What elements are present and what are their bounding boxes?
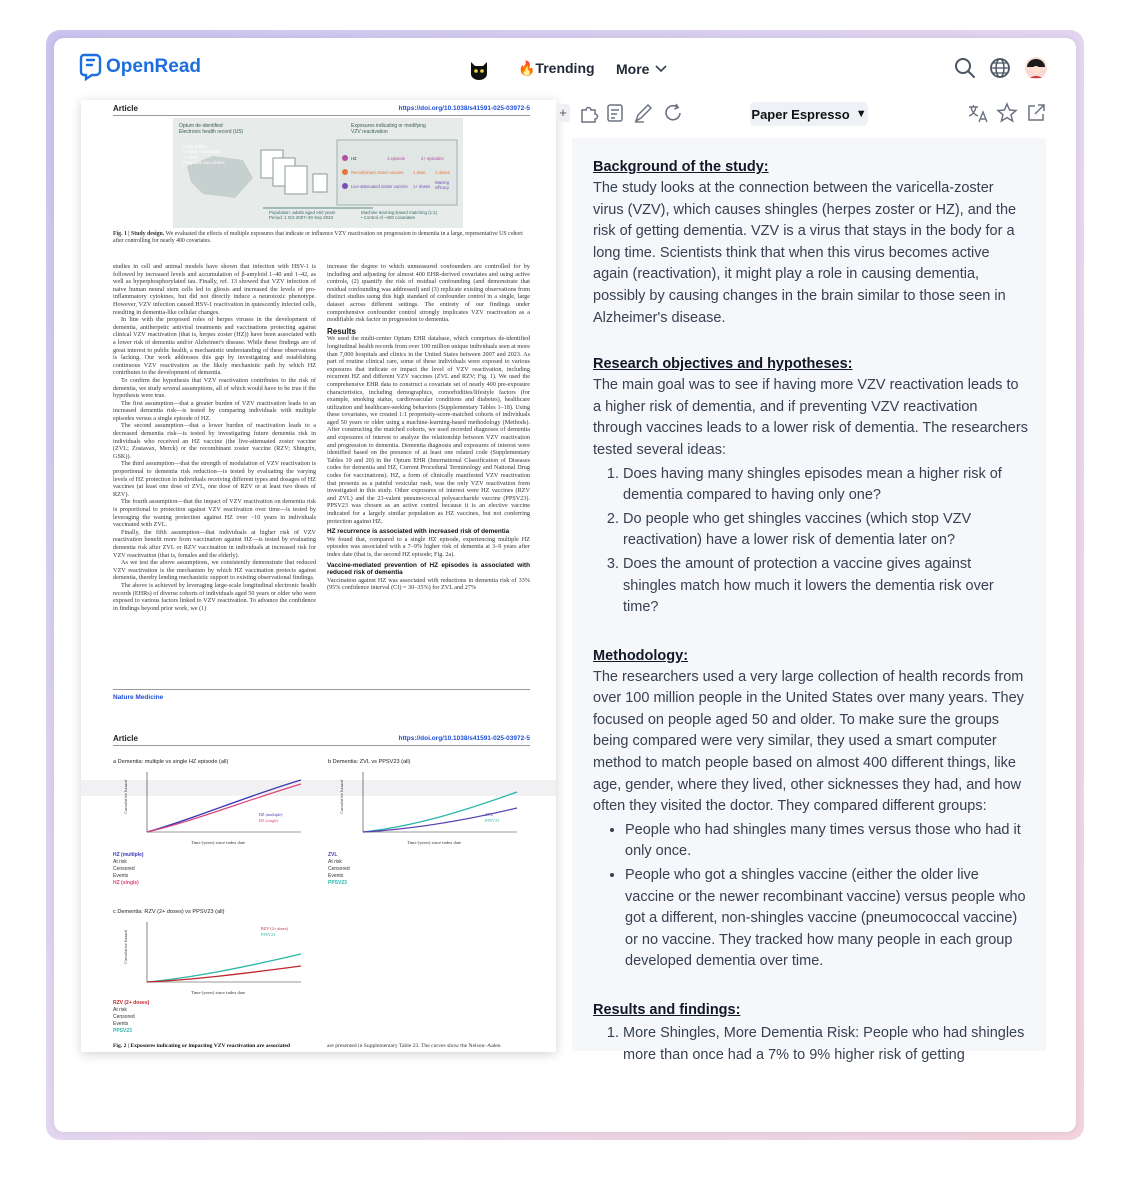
write-icon[interactable] xyxy=(632,102,654,124)
summary-style-dropdown[interactable] xyxy=(750,102,868,126)
fig1-caption-bold: Fig. 1 | Study design. xyxy=(113,231,165,237)
risk-events: Events xyxy=(113,873,129,879)
panel-a-plot xyxy=(121,770,311,848)
fig1-matching: Machine learning-based matching (1:1) • Control of ~400 covariates xyxy=(361,210,438,221)
translate-icon[interactable] xyxy=(967,102,989,124)
page1-col1-paragraph: Finally, the fifth assumption—that individuals at higher risk of VZV reactivation benefit more from vaccination against HZ—is tested by evaluating dementia risk after ZVL or RZV vaccination in individuals at increased risk for VZV reactivation (that is, females and the elderly). xyxy=(113,528,316,559)
list-item: 1. Does having many shingles episodes mean a higher risk of dementia compared to having only one? xyxy=(623,464,1028,507)
vaccine-prevention-heading: Vaccine-mediated prevention of HZ episodes is associated with reduced risk of dementia xyxy=(327,561,530,577)
nav-more-label: More xyxy=(616,61,650,77)
search-icon[interactable] xyxy=(953,56,977,80)
journal-name: Nature Medicine xyxy=(113,694,164,701)
risk-censored: Censored xyxy=(113,866,135,872)
chevron-down-icon xyxy=(655,65,667,73)
notes-icon[interactable] xyxy=(605,102,627,124)
external-link-icon[interactable] xyxy=(1025,102,1047,124)
methodology-heading: Methodology: xyxy=(593,647,689,664)
summary-panel[interactable] xyxy=(572,138,1046,1063)
panel-a-ylabel: Cumulative hazard xyxy=(123,779,128,814)
results-heading: Results and findings: xyxy=(593,1002,741,1018)
list-item: 1. More Shingles, More Dementia Risk: People who had shingles more than once had a 7% to 9% higher risk of getting xyxy=(623,1023,1028,1066)
methodology-list xyxy=(593,820,1028,973)
page2-article-label: Article xyxy=(113,734,138,743)
panel-a-title: a Dementia: multiple vs single HZ episode (all) xyxy=(113,759,229,765)
page1-col1-paragraph: The above is achieved by leveraging large-scale longitudinal electronic health records (EHRs) of diverse cohorts of individuals aged 50 years or older who were exposed to various factors linked to VZV reactivation. To advance the confidence in findings beyond prior work, we (1) xyxy=(113,581,316,612)
panel-b-legend-ppsv23: PPSV23 xyxy=(485,818,500,823)
page1-col2-paragraph: increase the degree to which unmeasured confounders are controlled for by including and adjusting for almost 400 EHR-derived covariates and using active controls, (2) quantify the risk of residual confounding (and demonstrate that residual confounding was addressed) and (3) replicate existing observations from distinct studies using this high standard of confounder control in a single, large dataset across different settings. The entirety of our findings under comprehensive confounder control strongly implicates VZV reactivation as a modifiable risk factor in progression to dementia. xyxy=(327,263,530,324)
app-window xyxy=(54,38,1076,1132)
panel-c-risk-table xyxy=(113,1000,149,1035)
panel-a-xlabel: Time (years) since index date xyxy=(191,840,246,845)
risk-c2-label: PPSV23 xyxy=(113,1028,132,1034)
results-heading: Results xyxy=(327,326,356,336)
list-item: 2. Do people who get shingles vaccines (which stop VZV reactivation) have a lower risk of dementia later on? xyxy=(623,509,1028,552)
panel-b-xlabel: Time (years) since index date xyxy=(407,840,462,845)
reader-toolbar xyxy=(554,102,694,128)
panel-c-axes xyxy=(147,922,301,982)
page1-col2-paragraph: We found that, compared to a single HZ episode, experiencing multiple HZ episodes was associated with a 7–9% higher risk of dementia at 3–9 years after index date (that is, the second HZ episode; Fig. 2a). xyxy=(327,535,530,558)
app-logo[interactable] xyxy=(80,53,201,81)
methodology-text: The researchers used a very large collection of health records from over 100 million people in the United States over many years. They focused on people aged 50 and older. To make sure the groups being compared were very similar, they used a smart computer method to match people based on almost 400 different things, like age, gender, where they lived, other sicknesses they had, and how often they visited the doctor. They compared different groups: xyxy=(593,668,1024,815)
panel-c-title: c Dementia: RZV (2+ doses) vs PPSV23 (all) xyxy=(113,909,225,915)
openread-logo-icon xyxy=(80,53,102,81)
user-avatar-icon[interactable] xyxy=(1024,56,1048,80)
fig1-doses1: 1+ doses xyxy=(413,184,431,189)
page1-col1-paragraph: To confirm the hypothesis that VZV reactivation contributes to the risk of dementia, we study several assumptions, all of which would have to be true if the hypothesis were true. xyxy=(113,376,316,400)
page1-column-left xyxy=(113,263,316,683)
objectives-text: The main goal was to see if having more VZV reactivation leads to a higher risk of dementia, and if preventing VZV reactivation through vaccines leads to a lower risk of dementia. The researchers tested several ideas: xyxy=(593,377,1028,458)
panel-b-title: b Dementia: ZVL vs PPSV23 (all) xyxy=(328,759,411,765)
hz-recurrence-heading: HZ recurrence is associated with increased risk of dementia xyxy=(327,528,510,536)
fig1-clipboard xyxy=(313,174,327,192)
page1-col1-paragraph: studies in cell and animal models have shown that infection with HSV-1 is followed by increased levels and accumulation of β-amyloid 1–40 and 1–42, as well as hyperphosphorylated tau. Finally, ref. 13 showed that VZV infection of naive human neural stem cells led to gliosis and increased the levels of pro-inflammatory cytokines, but did not directly induce a neurotoxic phenotype. However, VZV infection caused HSV-1 reactivation in quiescently infected cells, resulting in dementia-like cellular changes. xyxy=(113,263,316,316)
panel-a-risk-table xyxy=(113,852,144,887)
panel-c-legend-ppsv23: PPSV23 xyxy=(261,932,276,937)
summary-content xyxy=(593,156,1028,1068)
risk-b2-label: PPSV23 xyxy=(328,880,347,886)
fig1-episode1: 1 episode xyxy=(387,156,406,161)
page2-header-rule xyxy=(113,745,530,746)
app-name: OpenRead xyxy=(106,56,202,77)
panel-c-xlabel: Time (years) since index date xyxy=(191,990,246,995)
risk-c1-label: RZV (2+ doses) xyxy=(113,1000,150,1006)
fig1-record-3 xyxy=(285,166,307,194)
page1-col2-paragraph: Vaccination against HZ was associated with reductions in dementia risk of 33% (95% confidence interval (CI) = 30–35%) for ZVL and 27% xyxy=(327,576,530,592)
fig1-stats: >100 million Unique individuals >7,000 Hospitals and clinics xyxy=(183,144,225,166)
risk-censored: Censored xyxy=(328,866,350,872)
panel-b-risk-table xyxy=(328,852,350,887)
fig2-caption: Fig. 2 | Exposures indicating or impacting VZV reactivation are associated xyxy=(113,1043,290,1049)
fig1-study-design xyxy=(173,118,463,228)
panel-c-plot xyxy=(121,920,311,998)
fig2-caption-right: are presented in Supplementary Table 23. The curves show the Nelson–Aalen xyxy=(327,1043,501,1049)
page2-doi-link[interactable]: https://doi.org/10.1038/s41591-025-03972-5 xyxy=(398,735,530,742)
fig1-dot-rzv xyxy=(342,169,348,175)
panel-a-axes xyxy=(147,772,301,832)
list-item: • People who got a shingles vaccine (either the older live vaccine or the newer recombinant vaccine) versus people who got a different, non-shingles vaccine (pneumococcal vaccine) or no vaccine. They tracked how many people in each group developed dementia over time. xyxy=(625,865,1028,973)
fig1-dot-hz xyxy=(342,155,348,161)
summary-style-label: Paper Espresso xyxy=(751,106,850,122)
panel-b-plot xyxy=(337,770,527,848)
nav-more[interactable] xyxy=(616,61,667,77)
panel-c-ylabel: Cumulative hazard xyxy=(123,929,128,964)
fig1-dose1: 1 dose xyxy=(413,170,426,175)
panel-b-legend-zvl: ZVL xyxy=(485,812,494,817)
panel-c-legend-rzv: RZV (2+ doses) xyxy=(261,926,288,931)
risk-at-risk: At risk xyxy=(328,859,342,865)
fig1-dose2: 2 doses xyxy=(435,170,450,175)
page1-col2-paragraph: We used the multi-center Optum EHR database, which comprises de-identified longitudinal health records from over 100 million unique individuals seen at more than 7,000 hospitals and clinics in the United States between 2007 and 2023. As part of routine clinical care, some of these individuals were exposed to various exposures that indicate or impact the level of VZV reactivation, including recurrent HZ and different VZV vaccines (ZVL and RZV; Fig. 1). We used the comprehensive EHR data to construct a covariate set of nearly 400 pre-exposure characteristics, including demographics, comorbidities/lifestyle factors (for example, smoking status, cardiovascular conditions and diabetes), healthcare utilization and healthcare-seeking behaviors (Supplementary Tables 1–18). Using these covariates, we created 1:1 propensity-score-matched cohorts of individuals aged 50 years or older using a machine-learning-based methodology (Methods). After constructing the matched cohorts, we used recorded diagnoses of dementia and exposures of interest to analyze the relationship between VZV reactivation and progression to dementia. Dementia diagnosis and exposures of interest were identified based on the presence of at least one related code (Supplementary Tables 19 and 20) in the Optum EHR (International Classification of Diseases codes for dementia and HZ, Current Procedural Terminology and National Drug codes for vaccinations). HZ, a form of clinically manifested VZV reactivation that presents as a painful vesicular rash, was the only VZV reactivation form investigated in this study. Other exposures of interest were HZ vaccines (RZV and ZVL) and the 23-valent pneumococcal polysaccharide vaccine (PPSV23). PPSV23 was chosen as an active control because it is an elective vaccine indicated for a largely similar population as HZ vaccines, but not conferring protection against HZ. xyxy=(327,335,530,525)
risk-events: Events xyxy=(113,1021,129,1027)
panel-b-ylabel: Cumulative hazard xyxy=(339,779,344,814)
risk-a2-label: HZ (single) xyxy=(113,880,139,886)
page1-footer-rule xyxy=(113,689,530,690)
page1-col1-paragraph: In line with the proposed roles of herpes viruses in the development of dementia, antiherpetic antiviral treatments and vaccinations protecting against clinical VZV reactivation (that is, herpes zoster (HZ)) have been associated with a lower risk of dementia and/or Alzheimer's disease. While these findings are of great interest to public health, a mechanistic understanding of these observations is lacking. Our work addresses this gap by investigating and establishing continuous VZV reactivation as the likely mechanistic path by which HZ contributes to the development of dementia. xyxy=(113,316,316,377)
star-icon[interactable] xyxy=(996,102,1018,124)
risk-events: Events xyxy=(328,873,344,879)
page1-doi-link[interactable]: https://doi.org/10.1038/s41591-025-03972-5 xyxy=(398,105,530,112)
fig1-caption xyxy=(113,231,528,245)
panel-b-series-ppsv23 xyxy=(363,792,517,832)
page1-column-right xyxy=(327,263,530,683)
risk-censored: Censored xyxy=(113,1014,135,1020)
fig1-zvl-label: Live-attenuated zoster vaccine xyxy=(351,184,408,189)
fig1-waning: Waning efficacy xyxy=(435,180,450,190)
page1-col1-paragraph: The first assumption—that a greater burden of VZV reactivation leads to an increased dementia risk—is tested by comparing individuals with multiple episodes versus a single episode of HZ. xyxy=(113,399,316,422)
page1-header-rule xyxy=(113,115,530,116)
dropdown-arrow-icon: ▼ xyxy=(855,108,867,120)
risk-a1-label: HZ (multiple) xyxy=(113,852,144,858)
page1-col1-paragraph: The second assumption—that a lower burden of reactivation leads to a decreased dementia risk—is tested by investigating future dementia risk in individuals who received an HZ vaccine (the live-attenuated zoster vaccine (ZVL; Zostavax, Merck) or the recombinant zoster vaccine (RZV; Shingrix, GSK)). xyxy=(113,422,316,460)
page1-col1-paragraph: The third assumption—that the strength of modulation of VZV reactivation is proportional to dementia risk reduction—is tested by evaluating the varying levels of HZ protection in individuals receiving different types and dosages of HZ vaccines (at least one dose of ZVL, one dose of RZV or at least two doses of RZV). xyxy=(113,460,316,498)
fig1-episode2: 2+ episodes xyxy=(421,156,444,161)
cat-mascot-icon[interactable] xyxy=(466,56,492,82)
objectives-list xyxy=(593,464,1028,619)
section-gap xyxy=(593,975,1028,999)
globe-icon[interactable] xyxy=(988,56,1012,80)
list-item: • People who had shingles many times versus those who had it only once. xyxy=(625,820,1028,863)
page1-col1-paragraph: As we test the above assumptions, we consistently demonstrate that reduced VZV reactivation is the mechanism by which HZ vaccination protects against dementia, thereby lending mechanistic support to existing observational findings. xyxy=(113,559,316,582)
risk-b1-label: ZVL xyxy=(328,852,338,858)
panel-a-legend-single: HZ (single) xyxy=(259,818,279,823)
background-heading: Background of the study: xyxy=(593,159,769,175)
fig1-hz-label: HZ xyxy=(351,156,357,161)
pdf-viewer[interactable] xyxy=(81,100,556,1052)
fig1-right-title: Exposures indicating or modifying VZV reactivation xyxy=(351,123,426,135)
add-tab-button[interactable]: + xyxy=(556,104,570,122)
risk-at-risk: At risk xyxy=(113,1007,127,1013)
fig1-left-title: Optum de-identified Electronic health record (US) xyxy=(179,123,244,135)
fig1-rzv-label: Recombinant zoster vaccine xyxy=(351,170,404,175)
puzzle-icon[interactable] xyxy=(578,102,600,124)
background-text: The study looks at the connection between the varicella-zoster virus (VZV), which causes shingles (herpes zoster or HZ), and the risk of getting dementia. VZV is a virus that stays in the body for a long time. Scientists think that when this virus becomes active again (reactivation), it might play a role in causing dementia, possibly by causing changes in the brain similar to those seen in Alzheimer's disease. xyxy=(593,180,1017,326)
section-gap xyxy=(593,621,1028,645)
risk-at-risk: At risk xyxy=(113,859,127,865)
list-item: 3. Does the amount of protection a vaccine gives against shingles match how much it lowers the dementia risk over time? xyxy=(623,554,1028,619)
fig1-population: Population: adults aged ≥50 years Period: 1 Oct 2007–30 Sep 2023 xyxy=(269,210,336,221)
panel-c-series-ppsv23 xyxy=(147,954,301,982)
panel-a-series-multiple xyxy=(147,780,301,832)
refresh-icon[interactable] xyxy=(662,102,684,124)
objectives-heading: Research objectives and hypotheses: xyxy=(593,356,853,373)
results-list xyxy=(593,1023,1028,1066)
fig1-caption-text: We evaluated the effects of multiple exposures that indicate or influence VZV reactivation on progression to dementia in a large, representative US cohort after controlling for nearly 400 covariates. xyxy=(113,231,523,244)
panel-a-legend-multiple: HZ (multiple) xyxy=(259,812,283,817)
nav-trending[interactable]: 🔥Trending xyxy=(518,60,595,76)
fig1-dot-zvl xyxy=(342,183,348,189)
page1-col1-paragraph: The fourth assumption—that the impact of VZV reactivation on dementia risk is proportional to protection against VZV reactivation over time—is tested by leveraging the waning protection against HZ over ~10 years in individuals vaccinated with ZVL. xyxy=(113,498,316,529)
top-bar xyxy=(54,38,1076,98)
page1-article-label: Article xyxy=(113,104,138,113)
section-gap xyxy=(593,329,1028,353)
